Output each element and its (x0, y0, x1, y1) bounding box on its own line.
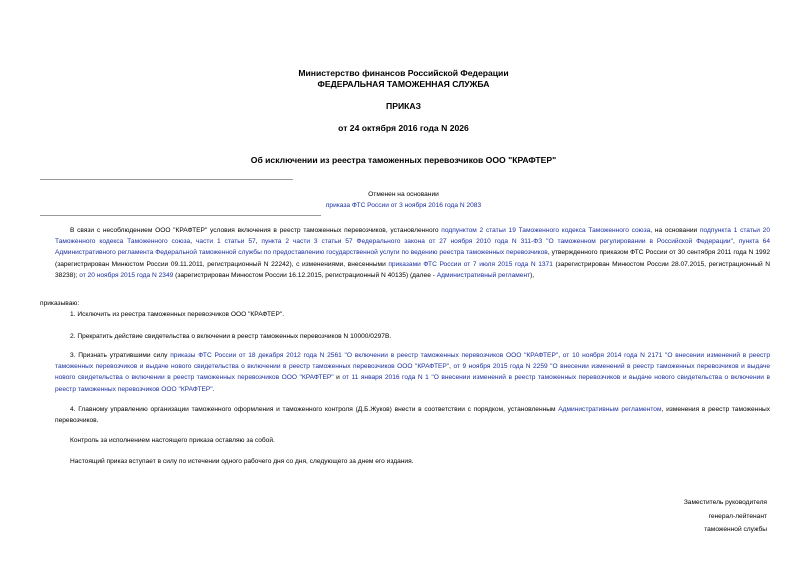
preamble-text: , (255, 238, 262, 246)
item-2: 2. Прекратить действие свидетельства о включении в реестр таможенных перевозчиков N 10000/0297В. (70, 333, 392, 340)
item-3-text: . (212, 385, 215, 393)
preamble-link[interactable]: от 20 ноября 2015 года N 2349 (79, 271, 174, 279)
item-3-link[interactable]: от 11 января 2016 года N 1 "О внесении изменений в реестр таможенных перевозчиков и выдаче нового свидетельства о включении в реестр таможенных перевозчиков ООО "КРАФТЕР" (55, 374, 771, 393)
item-3-text: 3. Признать утратившими силу (70, 352, 171, 359)
signature-line-3: таможенной службы (704, 526, 767, 533)
preamble-link[interactable]: приказами ФТС России от 7 июля 2015 года N 1371 (388, 260, 553, 268)
signature-block (684, 496, 767, 537)
preamble-text: (зарегистрирован Минюстом России 16.12.2015, регистрационный N 40135) (далее - (173, 271, 437, 279)
item-3-text: , (558, 352, 563, 359)
status-text: Отменен на основании (368, 191, 439, 198)
signature-line-1: Заместитель руководителя (683, 499, 767, 506)
document-date-number: от 24 октября 2016 года N 2026 (338, 123, 469, 133)
item-3-link[interactable]: от 10 ноября 2014 года N 2171 "О внесении изменений в реестр таможенных перевозчиков и выдаче нового свидетельства о включении в реестр таможенных перевозчиков ООО "КРАФТЕР" (55, 352, 770, 371)
status-link[interactable]: приказа ФТС России от 3 ноября 2016 года N 2083 (325, 202, 482, 209)
item-3-text: и (333, 374, 343, 382)
document-title: Об исключении из реестра таможенных перевозчиков ООО "КРАФТЕР" (250, 155, 557, 165)
item-4-text: , изменения в реестр таможенных перевозчиков. (55, 406, 770, 425)
preamble-link[interactable]: пункта 2 части 3 статьи 57 Федерального закона от 27 ноября 2010 года N 311-ФЗ "О таможенном регулировании в Российской Федерации" (261, 238, 733, 246)
preamble-link[interactable]: подпункта 1 статьи 20 Таможенного кодекса Таможенного союза (55, 227, 771, 246)
order-word: приказываю: (40, 300, 80, 307)
service-name: ФЕДЕРАЛЬНАЯ ТАМОЖЕННАЯ СЛУЖБА (317, 79, 490, 89)
divider-bottom (40, 215, 321, 216)
item-1: 1. Исключить из реестра таможенных перевозчиков ООО "КРАФТЕР". (70, 311, 285, 318)
divider-top (40, 179, 293, 180)
preamble-link[interactable]: пункта 64 Административного регламента Федеральной таможенной службы по предоставлению государственной услуги по ведению реестра таможенных перевозчиков (55, 238, 771, 257)
effect-paragraph: Настоящий приказ вступает в силу по истечении одного рабочего дня со дня, следующего за днем его издания. (70, 458, 414, 465)
status-line (0, 200, 807, 211)
preamble-text: В связи с несоблюдением ООО "КРАФТЕР" условия включения в реестр таможенных перевозчиков, установленного (70, 227, 442, 234)
item-4-link[interactable]: Административным регламентом (558, 406, 662, 413)
preamble-text: , (190, 238, 196, 246)
item-4-text: 4. Главному управлению организации таможенного оформления и таможенного контроля (Д.Б.Жуков) внести в соответствии с порядком, установленным (70, 406, 559, 413)
preamble-link[interactable]: Административный регламент (436, 271, 531, 279)
signature-line-2: генерал-лейтенант (708, 512, 767, 520)
item-3-link[interactable]: приказы ФТС России от 18 декабря 2012 года N 2561 "О включении в реестр таможенных перевозчиков ООО "КРАФТЕР" (170, 352, 559, 359)
preamble-link[interactable]: части 1 статьи 57 (195, 238, 256, 246)
ministry-name: Министерство финансов Российской Федерации (298, 68, 509, 78)
item-3-link[interactable]: от 9 ноября 2015 года N 2259 "О внесении изменений в реестр таможенных перевозчиков и выдаче нового свидетельства о включении в реестр таможенных перевозчиков ООО "КРАФТЕР" (55, 363, 771, 382)
preamble-text: , (732, 238, 739, 246)
preamble-link[interactable]: подпунктом 2 статьи 19 Таможенного кодекса Таможенного союза (441, 227, 651, 234)
preamble-text: , на основании (650, 227, 700, 234)
item-4 (55, 404, 770, 426)
item-3 (55, 350, 770, 395)
preamble-text: ), (530, 271, 535, 279)
preamble-text: , утвержденного приказом ФТС России от 30 сентября 2011 года N 1992 (зарегистрирован Минюстом России 09.11.2011, регистрационный N 22242), с изменениями, внесенными (55, 249, 770, 268)
preamble-text: (зарегистрирован Минюстом России 28.07.2015, регистрационный N 38238); (55, 260, 770, 279)
preamble-paragraph (55, 225, 770, 281)
control-paragraph: Контроль за исполнением настоящего приказа оставляю за собой. (70, 437, 275, 444)
item-3-text: , (449, 363, 454, 371)
document-type: ПРИКАЗ (386, 101, 421, 111)
